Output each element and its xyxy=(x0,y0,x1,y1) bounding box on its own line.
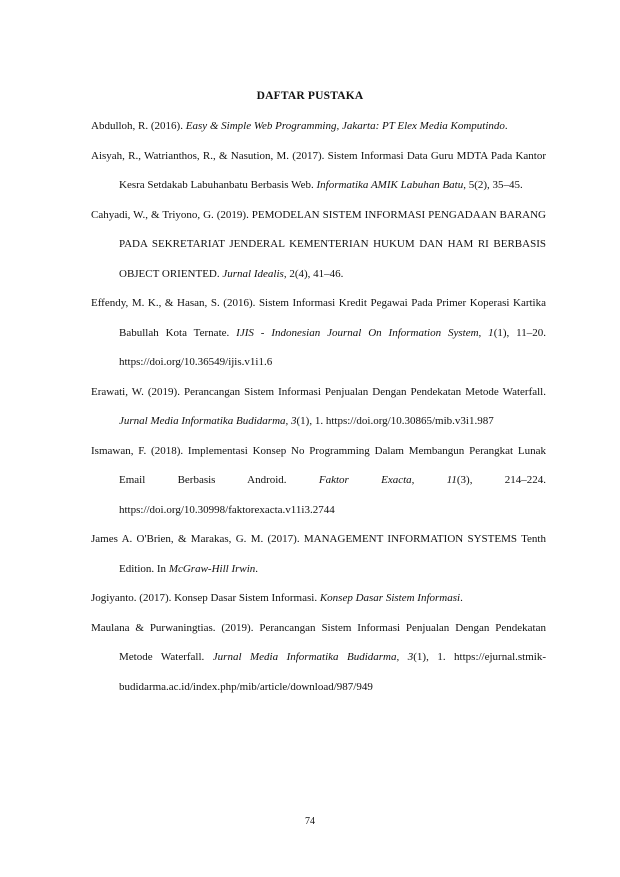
reference-entry xyxy=(91,614,546,703)
reference-source: Jurnal Idealis xyxy=(222,267,284,280)
reference-text: Erawati, W. (2019). Perancangan Sistem Informasi Penjualan Dengan Pendekatan Metode Waterfall. xyxy=(91,385,546,398)
reference-text: Effendy, M. K., & Hasan, S. (2016). Sistem Informasi Kredit Pegawai Pada Primer Koperasi Kartika Babullah Kota Ternate. xyxy=(91,297,546,339)
reference-text: Jogiyanto. (2017). Konsep Dasar Sistem Informasi. xyxy=(91,592,320,604)
reference-details: (1), 11–20. https://doi.org/10.36549/ijis.v1i1.6 xyxy=(119,326,546,368)
reference-entry xyxy=(91,525,546,584)
reference-source: McGraw-Hill Irwin xyxy=(168,562,256,575)
reference-details: . xyxy=(460,592,463,604)
page-number: 74 xyxy=(305,816,315,827)
reference-entry xyxy=(91,378,546,437)
reference-text: Maulana & Purwaningtias. (2019). Perancangan Sistem Informasi Penjualan Dengan Pendekatan Metode Waterfall. xyxy=(91,621,546,663)
reference-source: Informatika AMIK Labuhan Batu xyxy=(316,179,464,191)
reference-details: (1), 1. https://doi.org/10.30865/mib.v3i1.987 xyxy=(296,415,494,427)
reference-text: Cahyadi, W., & Triyono, G. (2019). PEMODELAN SISTEM INFORMASI PENGADAAN BARANG PADA SEKRETARIAT JENDERAL KEMENTERIAN HUKUM DAN HAM RI BERBASIS OBJECT ORIENTED. xyxy=(91,208,546,280)
reference-entry xyxy=(91,584,546,614)
reference-entry xyxy=(91,112,546,142)
reference-source: Easy & Simple Web Programming, Jakarta: PT Elex Media Komputindo xyxy=(185,120,505,132)
reference-source: Jurnal Media Informatika Budidarma, 3 xyxy=(119,415,297,427)
reference-entry xyxy=(91,437,546,526)
reference-source: Faktor Exacta, 11 xyxy=(318,474,457,486)
reference-list xyxy=(91,112,546,702)
reference-text: Abdulloh, R. (2016). xyxy=(91,120,186,132)
reference-text: Ismawan, F. (2018). Implementasi Konsep No Programming Dalam Membangun Perangkat Lunak Email Berbasis Android. xyxy=(91,444,546,486)
reference-source: Konsep Dasar Sistem Informasi xyxy=(319,592,461,604)
reference-entry xyxy=(91,289,546,378)
reference-details: (3), 214–224. https://doi.org/10.30998/faktorexacta.v11i3.2744 xyxy=(119,474,546,516)
reference-details: , 5(2), 35–45. xyxy=(463,179,523,191)
reference-details: . xyxy=(504,120,508,132)
reference-source: Jurnal Media Informatika Budidarma, 3 xyxy=(212,651,414,663)
page-title: DAFTAR PUSTAKA xyxy=(256,90,364,102)
reference-text: Aisyah, R., Watrianthos, R., & Nasution, M. (2017). Sistem Informasi Data Guru MDTA Pada Kantor Kesra Setdakab Labuhanbatu Berbasis Web. xyxy=(91,149,546,191)
reference-source: IJIS - Indonesian Journal On Information System, 1 xyxy=(236,326,494,339)
reference-details: , 2(4), 41–46. xyxy=(283,267,344,280)
reference-details: . xyxy=(255,562,259,575)
reference-text: James A. O'Brien, & Marakas, G. M. (2017). MANAGEMENT INFORMATION SYSTEMS Tenth Edition. In xyxy=(91,533,546,575)
reference-entry xyxy=(91,201,546,290)
reference-details: (1), 1. https://ejurnal.stmik-budidarma.ac.id/index.php/mib/article/download/987/949 xyxy=(119,651,547,693)
reference-entry xyxy=(91,142,546,201)
